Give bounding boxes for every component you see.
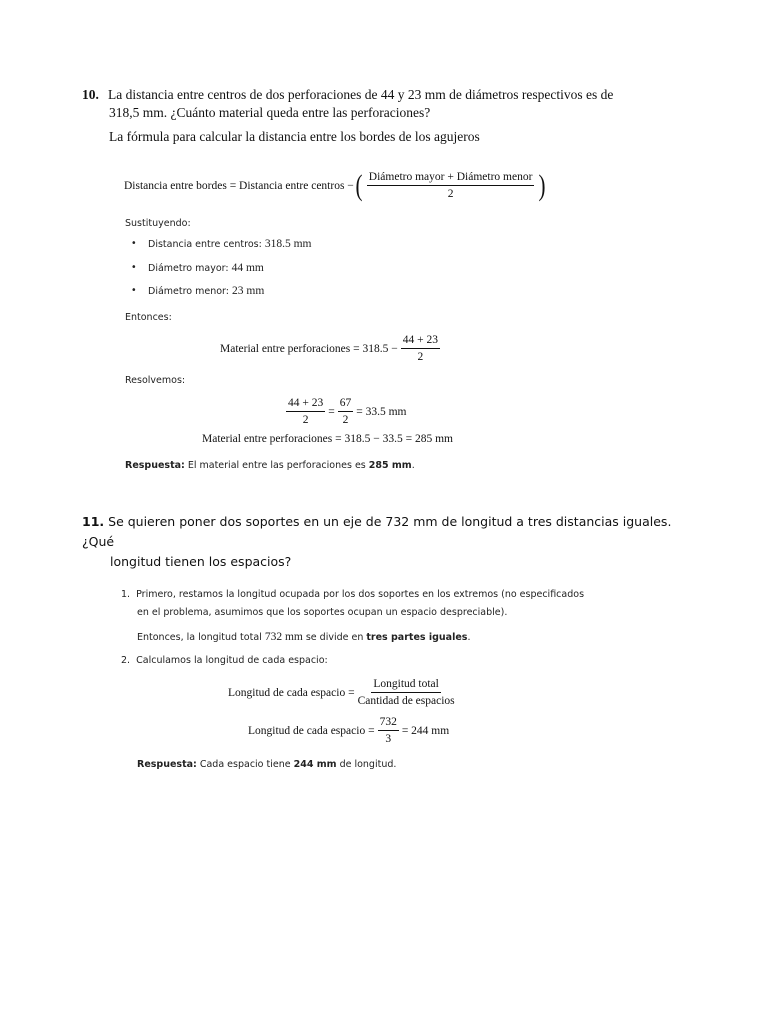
equation-lhs: Longitud de cada espacio =	[248, 724, 375, 737]
problem-10-intro: La fórmula para calcular la distancia entre los bordes de los agujeros	[109, 129, 480, 144]
equation-fraction	[286, 396, 325, 427]
equation-denominator: 2	[342, 414, 349, 426]
formula-lhs: Distancia entre bordes = Distancia entre centros −	[124, 179, 354, 192]
answer-label: Respuesta:	[125, 460, 185, 471]
close-paren: )	[538, 168, 546, 202]
answer-value: 285 mm	[368, 460, 412, 471]
equation-rhs: = 33.5 mm	[356, 405, 407, 418]
bullet-label: Diámetro mayor:	[148, 263, 232, 274]
bullet-dot: •	[131, 262, 137, 273]
step-1-c-pre: Entonces, la longitud total	[137, 632, 265, 643]
step-1-text-b: en el problema, asumimos que los soportes ocupan un espacio despreciable).	[137, 607, 508, 618]
bullet-dot: •	[131, 285, 137, 296]
substitution-equation	[220, 333, 443, 364]
step-1-c-bold: tres partes iguales	[366, 632, 468, 643]
bullet-value: 23 mm	[232, 285, 265, 297]
bullet-item	[131, 262, 264, 274]
answer-label: Respuesta:	[137, 759, 197, 770]
equation-lhs: Material entre perforaciones = 318.5 −	[220, 342, 398, 355]
step-2	[121, 655, 328, 666]
step-number: 2.	[121, 655, 131, 666]
bullet-label: Diámetro menor:	[148, 286, 233, 297]
bullet-item	[131, 238, 311, 250]
answer-end: de longitud.	[336, 759, 397, 770]
resolvemos-label: Resolvemos:	[125, 375, 186, 386]
problem-10-number: 10.	[82, 87, 99, 102]
equation-denominator: Cantidad de espacios	[357, 695, 455, 707]
equation-fraction	[358, 677, 455, 708]
bullet-dot: •	[131, 238, 137, 249]
equation-denominator: 2	[417, 351, 424, 363]
formula-numerator: Diámetro mayor + Diámetro menor	[367, 170, 535, 186]
step-number: 1.	[121, 589, 131, 600]
step-1-text-c	[137, 631, 470, 643]
formula-denominator: 2	[447, 188, 454, 200]
open-paren: (	[355, 168, 363, 202]
step-1-text-a: Primero, restamos la longitud ocupada por los dos soportes en los extremos (no especificados	[136, 589, 585, 600]
entonces-label: Entonces:	[125, 312, 172, 323]
problem-10-line-2: 318,5 mm. ¿Cuánto material queda entre las perforaciones?	[109, 105, 431, 120]
bullet-value: 44 mm	[231, 262, 264, 274]
equation-fraction	[378, 715, 399, 746]
equation-denominator: 2	[302, 414, 309, 426]
problem-11-number: 11.	[82, 514, 105, 529]
problem-10-statement	[82, 86, 682, 122]
equals-sign: =	[328, 405, 335, 418]
problem-11-answer	[137, 759, 396, 770]
step-1-c-value: 732 mm	[264, 631, 303, 643]
step-2-text: Calculamos la longitud de cada espacio:	[136, 655, 328, 666]
result-equation: Material entre perforaciones = 318.5 − 33.5 = 285 mm	[202, 433, 453, 445]
step-1-c-end: .	[467, 632, 471, 643]
problem-10-answer	[125, 460, 415, 471]
formula-fraction	[367, 170, 535, 201]
problem-11-line-1	[82, 512, 672, 552]
equation-numerator: 732	[378, 715, 399, 731]
answer-text: El material entre las perforaciones es	[184, 460, 369, 471]
answer-text: Cada espacio tiene	[196, 759, 294, 770]
equation-fraction	[338, 396, 354, 427]
step-1	[121, 589, 584, 600]
equation-denominator: 3	[385, 733, 392, 745]
answer-value: 244 mm	[293, 759, 337, 770]
answer-end: .	[411, 460, 415, 471]
problem-11-line-2: longitud tienen los espacios?	[110, 554, 292, 569]
step-1-c-mid: se divide en	[302, 632, 367, 643]
sustituyendo-label: Sustituyendo:	[125, 218, 191, 229]
equation-numerator: 44 + 23	[286, 396, 325, 412]
equation-numerator: Longitud total	[371, 677, 440, 693]
bullet-value: 318.5 mm	[264, 238, 312, 250]
equation-numerator: 44 + 23	[401, 333, 440, 349]
bullet-label: Distancia entre centros:	[148, 239, 265, 250]
equation-fraction	[401, 333, 440, 364]
edge-distance-formula	[124, 170, 547, 201]
problem-11-text: Se quieren poner dos soportes en un eje de 732 mm de longitud a tres distancias iguales. ¿Qué	[82, 514, 672, 549]
bullet-item	[131, 285, 264, 297]
space-length-formula	[228, 677, 458, 708]
space-length-result	[248, 715, 449, 746]
average-equation	[283, 396, 407, 427]
equation-numerator: 67	[338, 396, 354, 412]
problem-10-line-1: La distancia entre centros de dos perforaciones de 44 y 23 mm de diámetros respectivos es de	[108, 87, 614, 102]
equation-rhs: = 244 mm	[401, 724, 450, 737]
equation-lhs: Longitud de cada espacio =	[228, 686, 355, 699]
problem-11-statement	[82, 512, 672, 572]
